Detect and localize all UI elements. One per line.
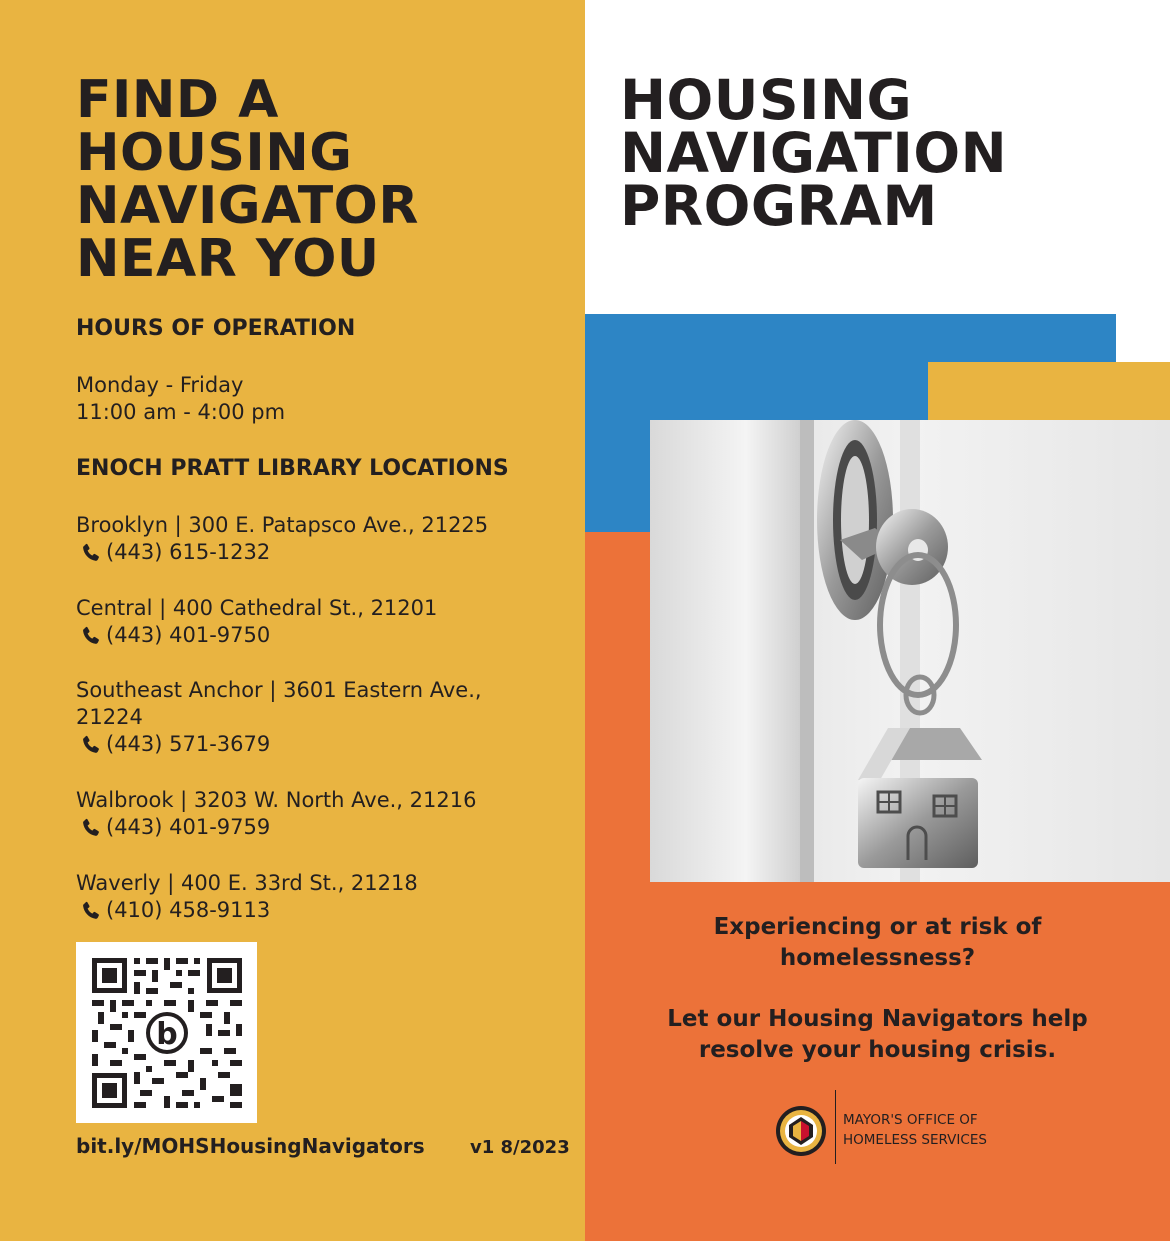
version-label: v1 8/2023 bbox=[470, 1137, 570, 1158]
location-southeast-anchor bbox=[76, 677, 546, 758]
right-title-line: NAVIGATION bbox=[620, 121, 1008, 185]
location-phone[interactable] bbox=[76, 539, 546, 566]
location-waverly bbox=[76, 870, 546, 924]
hours-time: 11:00 am - 4:00 pm bbox=[76, 400, 286, 424]
location-address: Southeast Anchor | 3601 Eastern Ave., 21224 bbox=[76, 678, 482, 729]
location-address: Walbrook | 3203 W. North Ave., 21216 bbox=[76, 788, 477, 812]
city-seal-icon bbox=[775, 1105, 827, 1157]
office-name bbox=[843, 1110, 987, 1150]
location-phone[interactable] bbox=[76, 731, 546, 758]
phone-number: (443) 615-1232 bbox=[106, 540, 271, 564]
left-title-line: NAVIGATOR bbox=[76, 176, 419, 236]
location-phone[interactable] bbox=[76, 814, 546, 841]
office-name-line: HOMELESS SERVICES bbox=[843, 1132, 987, 1148]
office-name-line: MAYOR'S OFFICE OF bbox=[843, 1112, 978, 1128]
left-title-line: NEAR YOU bbox=[76, 229, 380, 289]
tagline-line: Experiencing or at risk of bbox=[713, 914, 1042, 940]
key-in-door-photo bbox=[650, 420, 1170, 882]
hours-heading: HOURS OF OPERATION bbox=[76, 316, 356, 341]
house-key-illustration bbox=[650, 420, 1170, 882]
yellow-accent-block bbox=[928, 362, 1170, 422]
right-title bbox=[620, 68, 1140, 238]
location-address: Waverly | 400 E. 33rd St., 21218 bbox=[76, 871, 418, 895]
phone-icon bbox=[80, 624, 102, 648]
location-central bbox=[76, 595, 546, 649]
qr-code[interactable] bbox=[76, 942, 257, 1123]
phone-number: (410) 458-9113 bbox=[106, 898, 271, 922]
location-phone[interactable] bbox=[76, 622, 546, 649]
tagline-line: Let our Housing Navigators help bbox=[667, 1006, 1088, 1032]
location-walbrook bbox=[76, 787, 546, 841]
phone-number: (443) 401-9750 bbox=[106, 623, 271, 647]
phone-number: (443) 401-9759 bbox=[106, 815, 271, 839]
phone-icon bbox=[80, 733, 102, 757]
location-phone[interactable] bbox=[76, 897, 546, 924]
left-title bbox=[76, 70, 576, 289]
phone-icon bbox=[80, 541, 102, 565]
location-address: Brooklyn | 300 E. Patapsco Ave., 21225 bbox=[76, 513, 489, 537]
phone-number: (443) 571-3679 bbox=[106, 732, 271, 756]
tagline-line: resolve your housing crisis. bbox=[698, 1037, 1057, 1063]
right-title-line: HOUSING bbox=[620, 68, 913, 132]
phone-icon bbox=[80, 816, 102, 840]
logo-divider bbox=[835, 1090, 836, 1164]
location-address: Central | 400 Cathedral St., 21201 bbox=[76, 596, 438, 620]
hours-days: Monday - Friday bbox=[76, 373, 244, 397]
qr-code-graphic bbox=[92, 958, 242, 1108]
tagline-question bbox=[585, 912, 1170, 974]
tagline-line: homelessness? bbox=[779, 945, 976, 971]
location-brooklyn bbox=[76, 512, 546, 566]
qr-center-letter: b bbox=[156, 1017, 178, 1052]
program-link[interactable]: bit.ly/MOHSHousingNavigators bbox=[76, 1134, 425, 1158]
tagline-cta bbox=[585, 1004, 1170, 1066]
left-title-line: HOUSING bbox=[76, 123, 353, 183]
locations-heading: ENOCH PRATT LIBRARY LOCATIONS bbox=[76, 456, 509, 481]
right-title-line: PROGRAM bbox=[620, 174, 938, 238]
left-title-line: FIND A bbox=[76, 70, 279, 130]
phone-icon bbox=[80, 899, 102, 923]
